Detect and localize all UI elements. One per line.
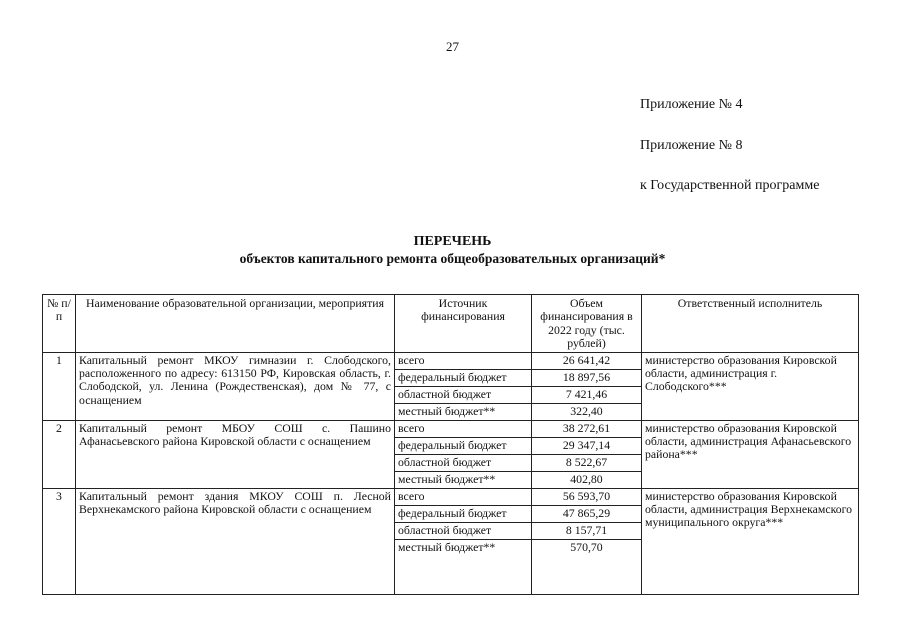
funding-amount: 322,40 <box>532 403 642 420</box>
row-responsible: министерство образования Кировской области, администрация Верхнекамского муниципального округа*** <box>642 488 859 594</box>
funding-source: местный бюджет** <box>395 403 532 420</box>
table-row <box>43 420 859 437</box>
funding-source: всего <box>395 420 532 437</box>
funding-amount: 570,70 <box>532 539 642 594</box>
funding-source: местный бюджет** <box>395 471 532 488</box>
table-row <box>43 488 859 505</box>
row-responsible: министерство образования Кировской области, администрация г. Слободского*** <box>642 352 859 420</box>
funding-source: областной бюджет <box>395 454 532 471</box>
row-num: 1 <box>43 352 76 420</box>
funding-amount: 29 347,14 <box>532 437 642 454</box>
funding-amount: 38 272,61 <box>532 420 642 437</box>
funding-source: областной бюджет <box>395 522 532 539</box>
funding-source: областной бюджет <box>395 386 532 403</box>
funding-amount: 8 522,67 <box>532 454 642 471</box>
funding-source: всего <box>395 352 532 369</box>
appendix-line-1: Приложение № 4 <box>640 97 743 112</box>
funding-amount: 18 897,56 <box>532 369 642 386</box>
funding-amount: 26 641,42 <box>532 352 642 369</box>
funding-source: всего <box>395 488 532 505</box>
document-subtitle: объектов капитального ремонта общеобразовательных организаций* <box>239 251 666 266</box>
appendix-line-3: к Государственной программе <box>640 178 820 193</box>
appendix-line-2: Приложение № 8 <box>640 138 743 153</box>
table-row <box>43 352 859 369</box>
header-amount: Объем финансирования в 2022 году (тыс. рублей) <box>532 295 642 353</box>
row-name: Капитальный ремонт здания МКОУ СОШ п. Лесной Верхнекамского района Кировской области с оснащением <box>76 488 395 594</box>
header-responsible: Ответственный исполнитель <box>642 295 859 353</box>
header-num: № п/п <box>43 295 76 353</box>
funding-amount: 402,80 <box>532 471 642 488</box>
row-responsible: министерство образования Кировской области, администрация Афанасьевского района*** <box>642 420 859 488</box>
header-source: Источник финансирования <box>395 295 532 353</box>
funding-source: федеральный бюджет <box>395 369 532 386</box>
table-header-row <box>43 295 859 353</box>
objects-table <box>42 294 859 595</box>
row-name: Капитальный ремонт МБОУ СОШ с. Пашино Афанасьевского района Кировской области с оснащением <box>76 420 395 488</box>
header-name: Наименование образовательной организации, мероприятия <box>76 295 395 353</box>
funding-amount: 56 593,70 <box>532 488 642 505</box>
row-num: 3 <box>43 488 76 594</box>
row-name: Капитальный ремонт МКОУ гимназии г. Слободского, расположенного по адресу: 613150 РФ, Кировская область, г. Слободской, ул. Ленина (Рождественская), дом № 77, с оснащением <box>76 352 395 420</box>
funding-source: федеральный бюджет <box>395 437 532 454</box>
document-title: ПЕРЕЧЕНЬ <box>413 234 492 249</box>
funding-source: федеральный бюджет <box>395 505 532 522</box>
page-number: 27 <box>446 39 459 54</box>
funding-amount: 47 865,29 <box>532 505 642 522</box>
row-num: 2 <box>43 420 76 488</box>
funding-amount: 8 157,71 <box>532 522 642 539</box>
funding-amount: 7 421,46 <box>532 386 642 403</box>
title-block <box>0 233 905 267</box>
funding-source: местный бюджет** <box>395 539 532 594</box>
